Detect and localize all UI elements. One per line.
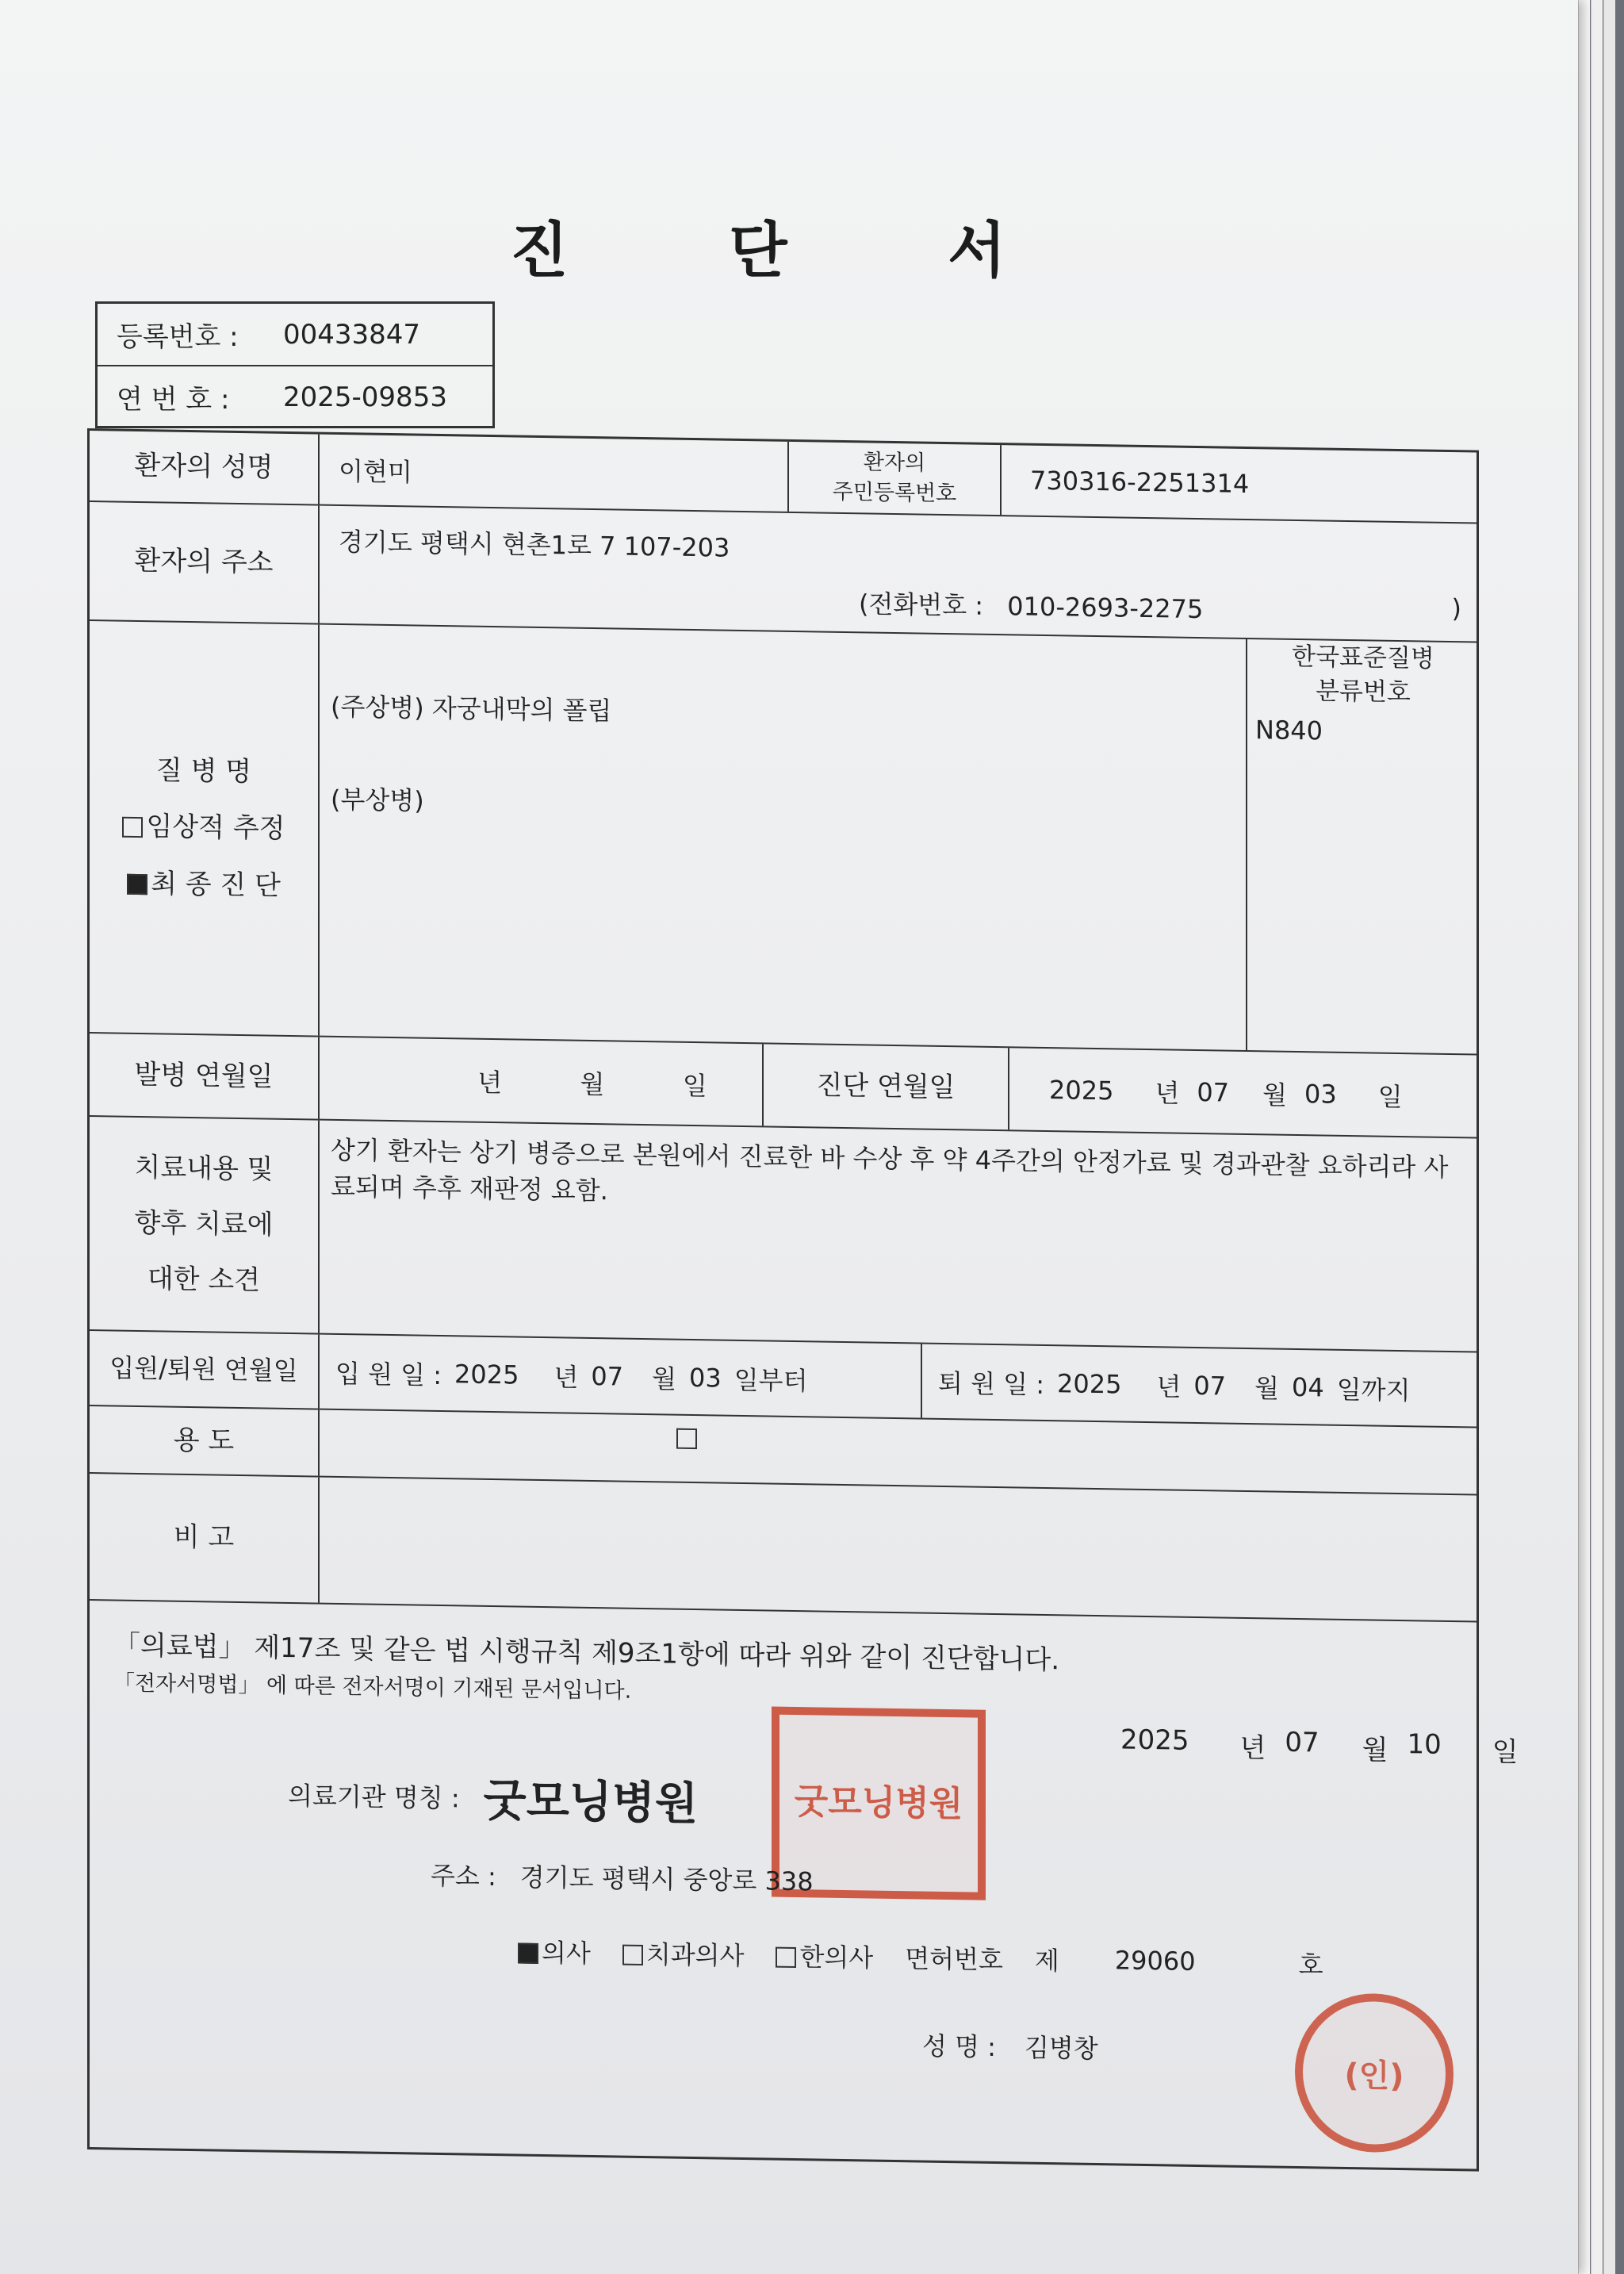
signer-label: 성 명 : — [922, 2030, 996, 2063]
institution-name: 굿모닝병원 — [483, 1774, 699, 1831]
diagnosis-year: 2025 — [1049, 1074, 1114, 1106]
clinical-estimate-option — [122, 799, 285, 858]
doctor-checkbox — [518, 1943, 538, 1964]
diagnosis-day: 03 — [1304, 1078, 1337, 1110]
disease-label-cell — [90, 621, 320, 1036]
paper-edge-3 — [1603, 0, 1615, 2274]
oriental-option — [776, 1937, 873, 1975]
admission-in-cell — [320, 1335, 922, 1418]
patient-address-value: 경기도 평택시 현촌1로 7 107-203 — [339, 526, 730, 563]
purpose-label: 용 도 — [90, 1406, 320, 1476]
diagnosis-month: 07 — [1197, 1076, 1230, 1108]
diagnosis-year-unit: 년 — [1155, 1077, 1180, 1109]
registration-number-row — [98, 304, 492, 365]
admission-in-year-unit: 년 — [553, 1361, 579, 1393]
diagnosis-date-label: 진단 연월일 — [764, 1044, 1009, 1129]
legal-statement: 「의료법」 제17조 및 같은 법 시행규칙 제9조1항에 따라 위와 같이 진단합니다. — [113, 1629, 1060, 1677]
remarks-cell — [320, 1478, 1479, 1621]
diagnosis-month-unit: 월 — [1262, 1079, 1287, 1110]
registration-box — [95, 301, 495, 428]
kcd-label-line1: 한국표준질병 — [1292, 642, 1434, 673]
serial-number-row — [98, 365, 492, 428]
treatment-text: 상기 환자는 상기 병증으로 본원에서 진료한 바 수상 후 약 4주간의 안정가료 및 경과관찰 요하리라 사료되며 추후 재판정 요함. — [331, 1134, 1449, 1206]
treatment-label-line2: 향후 치료에 — [134, 1207, 274, 1241]
paper-edge-2 — [1591, 0, 1603, 2274]
phone-prefix: (전화번호 : — [859, 589, 984, 621]
final-diagnosis-label: 최 종 진 단 — [151, 867, 281, 902]
admission-in-month: 07 — [591, 1360, 624, 1392]
admission-out-month: 07 — [1193, 1370, 1227, 1402]
remarks-row — [90, 1474, 1477, 1622]
disease-row — [90, 621, 1477, 1055]
document-title: 진 단 서 — [510, 215, 1076, 286]
dentist-option — [622, 1935, 745, 1973]
institution-address-label: 주소 : — [431, 1860, 496, 1892]
patient-address-label: 환자의 주소 — [90, 502, 320, 623]
rrn-label-line1: 환자의 — [863, 450, 926, 476]
doctor-option — [518, 1933, 591, 1970]
paper-edge-1 — [1578, 0, 1590, 2274]
institution-label: 의료기관 명칭 : — [288, 1780, 460, 1814]
patient-address-cell — [320, 506, 1479, 642]
final-diagnosis-checkbox — [127, 873, 147, 894]
admission-out-suffix: 일까지 — [1336, 1374, 1411, 1405]
kcd-label-line2: 분류번호 — [1316, 677, 1411, 708]
onset-year-unit: 년 — [477, 1067, 503, 1098]
treatment-cell — [320, 1121, 1479, 1352]
treatment-label-line3: 대한 소견 — [147, 1263, 261, 1297]
treatment-row — [90, 1117, 1477, 1352]
issue-day: 10 — [1407, 1728, 1442, 1761]
serial-number-value: 2025-09853 — [283, 381, 447, 413]
admission-out-year: 2025 — [1057, 1367, 1122, 1399]
rrn-cell — [1002, 445, 1479, 522]
dentist-label: 치과의사 — [645, 1939, 745, 1972]
onset-date-label: 발병 연월일 — [90, 1033, 320, 1119]
admission-in-day: 03 — [689, 1362, 722, 1394]
rrn-label-line2: 주민등록번호 — [832, 479, 957, 507]
onset-day-unit: 일 — [682, 1070, 707, 1101]
disease-content-cell — [320, 625, 1247, 1050]
admission-in-year: 2025 — [454, 1358, 519, 1390]
issue-year: 2025 — [1120, 1724, 1189, 1757]
license-suffix: 호 — [1298, 1949, 1323, 1981]
issue-day-unit: 일 — [1492, 1735, 1519, 1769]
diagnosis-day-unit: 일 — [1377, 1081, 1403, 1112]
phone-value: 010-2693-2275 — [1007, 591, 1204, 625]
issue-year-unit: 년 — [1239, 1731, 1266, 1765]
rrn-value: 730316-2251314 — [1030, 465, 1250, 500]
patient-name-value: 이현미 — [339, 455, 412, 488]
remarks-label: 비 고 — [90, 1474, 320, 1603]
esign-note: 「전자서명법」 에 따른 전자서명이 기재된 문서입니다. — [113, 1670, 632, 1704]
final-diagnosis-option — [127, 855, 281, 914]
footer-area — [90, 1601, 1519, 2169]
patient-name-label: 환자의 성명 — [90, 431, 320, 504]
patient-name-cell — [320, 435, 789, 512]
admission-in-label: 입 원 일 : — [335, 1358, 442, 1390]
issue-month: 07 — [1285, 1726, 1320, 1759]
onset-date-cell — [320, 1037, 764, 1126]
rrn-label — [789, 442, 1002, 515]
signer-line — [922, 2027, 1098, 2065]
clinical-estimate-label: 임상적 추정 — [146, 811, 285, 846]
issue-month-unit: 월 — [1362, 1734, 1388, 1766]
license-line — [518, 1933, 1323, 1982]
treatment-label — [90, 1117, 320, 1333]
primary-diagnosis: (주상병) 자궁내막의 폴립 — [331, 691, 612, 727]
doctor-seal-mark: (인) — [1344, 2057, 1404, 2095]
signer-name: 김병창 — [1024, 2032, 1098, 2065]
doctor-label: 의사 — [542, 1938, 591, 1969]
admission-out-day: 04 — [1292, 1371, 1324, 1403]
disease-label: 질 병 명 — [155, 754, 252, 788]
admission-label: 입원/퇴원 연월일 — [90, 1331, 320, 1409]
issue-date — [1120, 1724, 1519, 1769]
oriental-label: 한의사 — [799, 1942, 874, 1973]
admission-in-suffix: 일부터 — [733, 1364, 808, 1396]
serial-number-label: 연 번 호 : — [117, 384, 230, 416]
kcd-code: N840 — [1255, 715, 1323, 746]
admission-out-year-unit: 년 — [1156, 1371, 1182, 1402]
diagnosis-date-cell — [1009, 1048, 1479, 1137]
admission-out-label: 퇴 원 일 : — [938, 1367, 1045, 1400]
registration-number-value: 00433847 — [283, 318, 421, 351]
license-prefix: 제 — [1034, 1945, 1059, 1977]
purpose-checkbox[interactable] — [676, 1428, 697, 1449]
admission-out-month-unit: 월 — [1254, 1372, 1280, 1404]
treatment-label-line1: 치료내용 및 — [134, 1152, 274, 1187]
secondary-diagnosis: (부상병) — [331, 784, 424, 816]
registration-number-label: 등록번호 : — [117, 321, 239, 353]
institution-address-value: 경기도 평택시 중앙로 338 — [519, 1862, 814, 1897]
kcd-cell — [1247, 639, 1479, 1054]
patient-address-row — [90, 502, 1477, 642]
institution-line — [288, 1762, 698, 1832]
license-label: 면허번호 — [905, 1943, 1003, 1976]
hospital-seal-text: 굿모닝병원 — [794, 1781, 963, 1824]
doctor-seal — [1295, 1992, 1454, 2153]
phone-line — [859, 584, 1461, 630]
kcd-label — [1247, 639, 1479, 711]
oriental-checkbox — [776, 1947, 796, 1968]
admission-out-cell — [922, 1344, 1479, 1427]
clinical-estimate-checkbox — [122, 817, 143, 838]
certificate-form — [87, 428, 1519, 2172]
license-number: 29060 — [1114, 1945, 1196, 1977]
dentist-checkbox — [622, 1945, 643, 1965]
onset-month-unit: 월 — [580, 1068, 605, 1099]
phone-suffix: ) — [1451, 593, 1461, 624]
admission-in-month-unit: 월 — [652, 1363, 677, 1394]
institution-address-line — [431, 1856, 814, 1899]
